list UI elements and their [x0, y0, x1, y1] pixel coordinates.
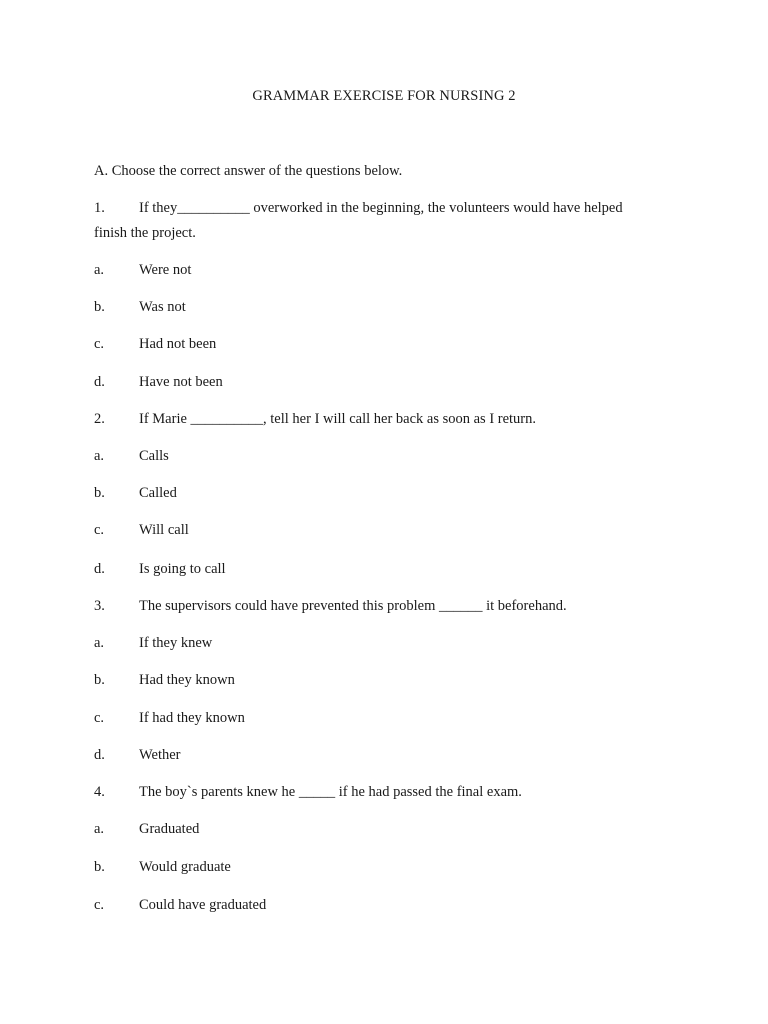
option-1d — [94, 372, 223, 392]
option-letter: b. — [94, 672, 105, 688]
option-letter: c. — [94, 710, 105, 726]
option-text: Is going to call — [139, 561, 226, 577]
option-text: Was not — [139, 299, 186, 315]
option-4a — [94, 819, 199, 839]
option-text: Would graduate — [139, 859, 231, 875]
option-letter: a. — [94, 635, 105, 651]
question-number: 3. — [94, 598, 105, 614]
option-1c — [94, 334, 216, 354]
option-text: If they knew — [139, 635, 213, 651]
option-text: Have not been — [139, 374, 223, 390]
option-letter: c. — [94, 522, 105, 538]
option-letter: a. — [94, 262, 105, 278]
option-letter: b. — [94, 859, 105, 875]
question-3 — [94, 596, 567, 616]
question-2 — [94, 409, 536, 429]
question-number: 2. — [94, 411, 105, 427]
option-3c — [94, 708, 245, 728]
question-number: 1. — [94, 200, 105, 216]
option-text: Had not been — [139, 336, 217, 352]
option-2a — [94, 446, 169, 466]
option-1b — [94, 297, 186, 317]
question-text: If Marie __________, tell her I will call her back as soon as I return. — [139, 411, 537, 427]
question-text: If they__________ overworked in the beginning, the volunteers would have helped — [139, 200, 623, 216]
option-text: Had they known — [139, 672, 235, 688]
option-4b — [94, 857, 231, 877]
option-1a — [94, 260, 191, 280]
instruction-text: A. Choose the correct answer of the questions below. — [94, 163, 403, 179]
option-text: Will call — [139, 522, 189, 538]
option-letter: d. — [94, 374, 105, 390]
option-4c — [94, 895, 266, 915]
question-4 — [94, 782, 522, 802]
question-text: The boy`s parents knew he _____ if he had passed the final exam. — [139, 784, 522, 800]
option-letter: b. — [94, 299, 105, 315]
option-letter: b. — [94, 485, 105, 501]
option-2d — [94, 559, 226, 579]
option-letter: d. — [94, 747, 105, 763]
option-text: Wether — [139, 747, 181, 763]
option-letter: a. — [94, 448, 105, 464]
question-text: The supervisors could have prevented this problem ______ it beforehand. — [139, 598, 567, 614]
page-title: GRAMMAR EXERCISE FOR NURSING 2 — [252, 88, 516, 104]
question-number: 4. — [94, 784, 105, 800]
option-2c — [94, 520, 189, 540]
option-3d — [94, 745, 181, 765]
option-text: Were not — [139, 262, 192, 278]
option-letter: a. — [94, 821, 105, 837]
option-letter: d. — [94, 561, 105, 577]
question-1-continuation: finish the project. — [94, 225, 196, 241]
option-text: Graduated — [139, 821, 200, 837]
option-3b — [94, 670, 235, 690]
option-text: Could have graduated — [139, 897, 267, 913]
option-letter: c. — [94, 897, 105, 913]
option-text: Calls — [139, 448, 169, 464]
option-text: Called — [139, 485, 177, 501]
option-letter: c. — [94, 336, 105, 352]
option-text: If had they known — [139, 710, 245, 726]
option-3a — [94, 633, 212, 653]
question-1 — [94, 198, 623, 218]
option-2b — [94, 483, 177, 503]
